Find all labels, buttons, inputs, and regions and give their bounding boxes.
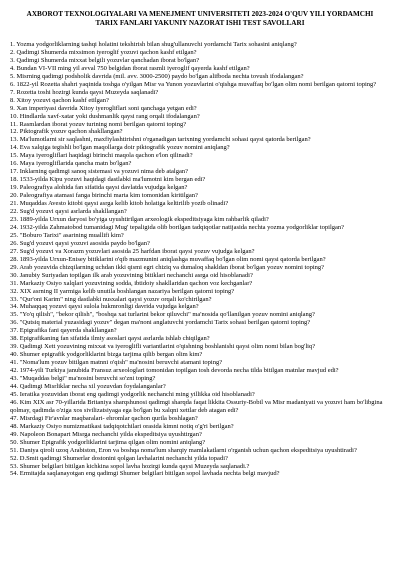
question-item: 11. Rasmlardan iborat yozuv turining nomi berilgan qatorni toping? xyxy=(10,120,187,128)
question-item: 1. Yozma yodgorliklarning tashqi holatini tekshirish bilan shug'ullanuvchi yordamchi Tarix sohasini aniqlang? xyxy=(10,41,297,48)
question-item: 18. 1533-yilda Kipu yozuvi haqidagi dastlabki ma'lumotni kim bergan edi? xyxy=(10,176,206,184)
document-title xyxy=(10,10,390,28)
title-line-1: AXBOROT TEXNOLOGIYALARI VA MENEJMENT UNIVERSITETI 2023-2024 O'QUV YILI YORDAMCHI xyxy=(26,10,374,18)
question-item: 42. 1974-yili Turkiya janubida Fransuz arxeologlari tomonidan topilgan tosh devorda necha tilda bitilgan matnlar mavjud edi? xyxy=(10,367,339,375)
question-item: 2. Qadimgi Shumerda mixsimon iyeroglif yozuvi qachon kashf etilgan? xyxy=(10,48,197,56)
question-item: 16. Maya iyerogliflarida qancha matn bo'lgan? xyxy=(10,160,132,168)
question-item: 50. Shumer Epigrafik yodgorliklarini tarjima qilgan olim nomini aniqlang? xyxy=(10,438,206,446)
question-item: 39. Qadimgi Xett yozuvining mixxat va iyeroglifli variantlarini o'qishning boshlanishi qaysi olim nomi bilan bog'liq? xyxy=(10,343,316,351)
question-item: 12. Piktografik yozuv qachon shakllangan? xyxy=(10,128,123,136)
question-item: 21. Muqaddas Avesto kitobi qaysi asrga kelib kitob holatiga keltirilib yozib olinadi? xyxy=(10,200,229,208)
question-item: 15. Maya iyerogliflari haqidagi birinchi maqola qachon e'lon qilinadi? xyxy=(10,152,193,160)
question-list xyxy=(10,41,395,478)
question-item: 10. Hindlarda xavf-xatar yoki dushmanlik qaysi rang orqali ifodalangan? xyxy=(10,112,200,120)
question-item: 27. Sug'd yozuvi va Xorazm yozuvlari asosida 25 harfdan iborat qaysi yozuv vujudga kelgan? xyxy=(10,247,255,255)
question-item: 52. D.Smit qadimgi Shumerlar dostonini qolgan lavhalarini nechanchi yilda topadi? xyxy=(10,454,228,462)
question-item: 32. XIX asrning II yarmiga kelib unutila boshlangan nazariya berilgan qatorni toping? xyxy=(10,287,235,295)
question-item: 41. "Noma'lum yozuv bitilgan matnni o'qish" ma'nosini beruvchi atamani toping? xyxy=(10,359,223,367)
title-line-2: TARIX FANLARI YAKUNIY NAZORAT ISHI TEST SAVOLLARI xyxy=(95,19,305,27)
question-item: 25. "Boburo Tarixi" asarining muallifi kim? xyxy=(10,231,124,239)
question-item: 46. Kim XIX asr 70-yillarida Britaniya sharqshunosi qadimgi sharqda faqat likkita Ossuriy-Bobil va Misr madaniyati va yozuvi ham bo'libgina qolmay, qadimda o'ziga xos sivilizatsiyaga ega bo'lgan bu xalqni xettlar deb atagan edi? xyxy=(10,398,383,414)
question-item: 44. Qadimgi Misrliklar necha xil yozuvdan foydalanganlar? xyxy=(10,382,166,390)
question-item: 24. 1932-yilda Zahmatobod tumanidagi Mug' tepaligida olib borilgan tadqiqotlar natijasida nechta yozma yodgorliklar topilgan? xyxy=(10,223,345,231)
question-item: 48. Markaziy Osiyo numizmatikasi tadqiqotchilari orasida kimni notiq o'g'ri berilgan? xyxy=(10,422,234,430)
question-item: 54. Ermitajda saqlanayotgan eng qadimgi Shumer belgilari bitilgan sopol lavhada nechta belgi mavjud? xyxy=(10,470,280,478)
question-item: 35. "Yo'q qilish", "bekor qilish", "boshqa xat turlarini bekor qiluvchi" ma'nosida qo'llanilgan yozuv nomini aniqlang? xyxy=(10,311,315,319)
question-item: 3. Qadimgi Shumerda mixxat belgili yozuvlar qanchadan iborat bo'lgan? xyxy=(10,56,200,64)
question-item: 28. 1893-yilda Urxun-Enisey bitiklarini o'qib mazmunini aniqlashga muvaffaq bo'lgan olim nomi qaysi qatorda berilgan? xyxy=(10,255,326,263)
question-item: 30. Janubiy Suriyadan topilgan ilk arab yozuvining bitiklari nechanchi asrga oid hisoblanadi? xyxy=(10,271,253,279)
question-item: 31. Markaziy Osiyo xalqlari yozuvining sodda, ibtidoiy shakllaridan qachon voz kechganlar? xyxy=(10,279,253,287)
question-item: 29. Arab yozuvida chizqilarning uchdan ikki qismi egri chiziq va dumaloq shakldan iborat bo'lgan yozuv nomini toping? xyxy=(10,263,325,271)
question-item: 51. Daniya qiroli uzoq Arabiston, Eron va boshqa noma'lum sharqiy mamlakatlarni o'rganish uchun qachon ekspeditsiya uyushtiradi? xyxy=(10,446,357,454)
question-item: 22. Sug'd yozuvi qaysi asrlarda shakllangan? xyxy=(10,208,127,216)
question-item: 34. Muhaqqaq yozuvi qaysi sulola hukmronligi davrida vujudga kelgan? xyxy=(10,303,199,311)
question-item: 26. Sug'd yozuvi qaysi yozuvi asosida paydo bo'lgan? xyxy=(10,239,150,247)
question-item: 47. Misrdagi Fir'avnlar maqbaralari- ehromlar qachon qurila boshlagan? xyxy=(10,414,198,422)
question-item: 7. Rozetta toshi hozirgi kunda qaysi Muzeyda saqlanadi? xyxy=(10,88,159,96)
question-item: 14. Eva xalqiga tegishli bo'lgan maqollarga doir piktografik yozuv nomini aniqlang? xyxy=(10,144,230,152)
question-item: 40. Shumer epigrafik yodgorliklarini bizga tarjima qilib bergan olim kim? xyxy=(10,351,203,359)
question-item: 45. Ieratika yozuvidan iborat eng qadimgi yodgorlik nechanchi ming yillikka oid hisoblanadi? xyxy=(10,390,255,398)
question-item: 49. Napoleon Bonapart Misrga nechanchi yilda ekspeditsiya uyushtirgan? xyxy=(10,430,202,438)
question-item: 5. Misrning qadimgi podsholik davrida (mil. avv. 3000-2500) paydo bo'lgan alifboda nechta tovush ifodalangan? xyxy=(10,72,304,80)
question-item: 13. Ma'lumotlarni sir saqlashni, maxfiylashtirishni o'rganadigan tarixning yordamchi sohasi qaysi qatorda berilgan? xyxy=(10,136,311,144)
question-item: 38. Epigrafikaning fan sifatida ilmiy asoslari qaysi asrlarda ishlab chiqilgan? xyxy=(10,335,210,343)
question-item: 8. Xitoy yozuvi qachon kashf etilgan? xyxy=(10,96,109,104)
question-item: 9. Xan imperiyasi davrida Xitoy iyerogliflari soni qanchaga yetgan edi? xyxy=(10,104,197,112)
question-item: 43. "Muqaddas belgi" ma'nosini beruvchi so'zni toping? xyxy=(10,375,156,383)
question-item: 23. 1889-yilda Urxun daryosi bo'yiga uyushtirilgan arxeologik ekspeditsiyaga kim rahbarlik qiladi? xyxy=(10,215,269,223)
question-item: 19. Paleografiya alohida fan sifatida qaysi davlatda vujudga kelgan? xyxy=(10,184,188,192)
question-item: 37. Epigrafika fani qayerda shakllangan? xyxy=(10,327,117,335)
question-item: 17. Inklarning qadimgi sanoq sistemasi va yozuvi nima deb atalgan? xyxy=(10,168,188,176)
question-item: 6. 1822-yil Rozetta shahri yaqinida toshga o'yilgan Misr va Yunon yozuvlarini o'qishga muvaffaq bo'lgan olim nomi berilgan qatorni toping? xyxy=(10,80,377,88)
question-item: 4. Bundan VI-VII ming yil avval 750 belgidan iborat rasmli iyeroglif qayerda kashf etilgan? xyxy=(10,64,250,72)
question-item: 53. Shumer belgilari bitilgan kichkina sopol lavha hozirgi kunda qaysi Muzeyda saqlanadi.? xyxy=(10,462,250,470)
question-item: 20. Paleografiya atamasi fanga birinchi marta kim tomonidan kiritilgan? xyxy=(10,192,198,200)
question-item: 36. "Qutsiq material yuzasidagi yozuv" degan ma'noni anglatuvchi yordamchi Tarix sohasi berilgan qatorni toping? xyxy=(10,319,311,327)
question-item: 33. "Qur'oni Karim" ning dastlabki nusxalari qaysi yozuv orqali ko'chirilgan? xyxy=(10,295,212,303)
